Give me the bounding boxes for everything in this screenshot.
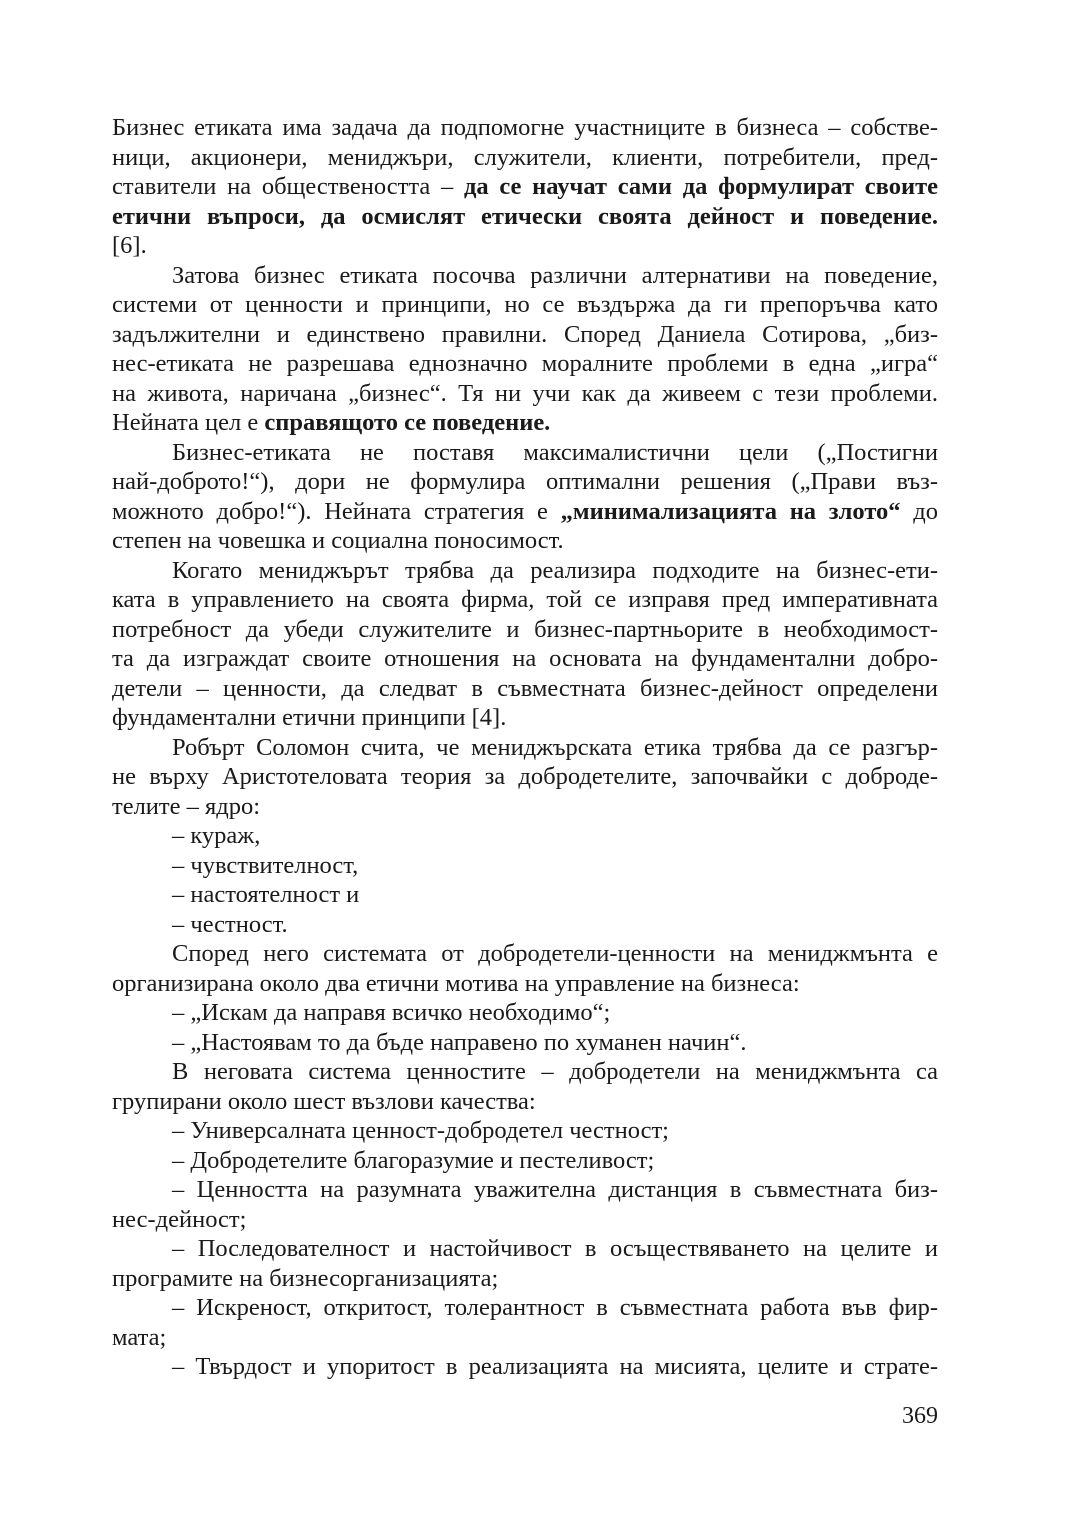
text-line <box>112 703 938 733</box>
text-segment: степен на човешка и социална поносимост. <box>112 527 564 554</box>
text-line <box>112 467 938 497</box>
text-line <box>112 261 938 291</box>
text-line <box>112 1175 938 1205</box>
text-segment: нес-етиката не разрешава еднозначно моралните проблеми в една „игра“ <box>112 350 938 377</box>
text-line <box>112 851 938 881</box>
page-body <box>112 113 938 1382</box>
text-segment: – Последователност и настойчивост в осъществяването на целите и <box>172 1235 938 1262</box>
text-segment: Според него системата от добродетели-ценности на мениджмънта е <box>172 940 938 967</box>
text-line <box>112 792 938 822</box>
text-segment: можното добро!“). Нейната стратегия е <box>112 497 561 525</box>
text-line <box>112 1146 938 1176</box>
text-segment: Затова бизнес етиката посочва различни алтернативи на поведение, <box>172 261 938 289</box>
text-segment: – Универсалната ценност-добродетел честност; <box>172 1117 669 1144</box>
text-segment: – Искреност, откритост, толерантност в съвместната работа във фир- <box>172 1294 938 1321</box>
text-segment: Бизнес етиката има задача да подпомогне участниците в бизнеса – собстве- <box>112 114 938 141</box>
text-segment: най-доброто!“), дори не формулира оптимални решения („Прави въз- <box>112 468 938 495</box>
text-line <box>112 290 938 320</box>
text-line <box>112 910 938 940</box>
text-line <box>112 202 938 232</box>
text-line <box>112 939 938 969</box>
text-line <box>112 1205 938 1235</box>
bold-text: „минимализацията на злото“ <box>560 497 901 525</box>
text-segment: организирана около два етични мотива на управление на бизнеса: <box>112 969 800 997</box>
text-line <box>112 1028 938 1058</box>
text-line <box>112 615 938 645</box>
text-line <box>112 1116 938 1146</box>
text-line <box>112 1264 938 1294</box>
text-line <box>112 113 938 143</box>
text-line <box>112 969 938 999</box>
text-line <box>112 526 938 556</box>
text-segment: – „Искам да направя всичко необходимо“; <box>172 999 611 1026</box>
text-segment: – „Настоявам то да бъде направено по хуманен начин“. <box>172 1028 747 1056</box>
text-line <box>112 143 938 173</box>
text-segment: телите – ядро: <box>112 792 261 820</box>
text-segment: ставители на обществеността – <box>112 173 464 200</box>
text-line <box>112 231 938 261</box>
bold-text: справящото се поведение. <box>264 409 551 436</box>
text-line <box>112 349 938 379</box>
text-segment: Бизнес-етиката не поставя максималистични цели („Постигни <box>172 438 938 466</box>
text-segment: програмите на бизнесорганизацията; <box>112 1264 499 1292</box>
text-segment: детели – ценности, да следват в съвместната бизнес-дейност определени <box>112 674 938 702</box>
text-line <box>112 1323 938 1353</box>
text-line <box>112 497 938 527</box>
text-line <box>112 320 938 350</box>
text-line <box>112 762 938 792</box>
text-line <box>112 1352 938 1382</box>
text-segment: – честност. <box>172 910 288 938</box>
text-segment: фундаментални етични принципи [4]. <box>112 704 507 731</box>
text-line <box>112 556 938 586</box>
text-segment: – настоятелност и <box>172 881 360 908</box>
text-line <box>112 998 938 1028</box>
text-segment: [6]. <box>112 232 147 259</box>
text-segment: не върху Аристотеловата теория за добродетелите, започвайки с доброде- <box>112 763 938 790</box>
text-segment: Нейната цел е <box>112 409 265 436</box>
text-segment: мата; <box>112 1323 167 1351</box>
text-line <box>112 1057 938 1087</box>
text-line <box>112 644 938 674</box>
text-line <box>112 379 938 409</box>
page-number: 369 <box>902 1403 938 1429</box>
text-line <box>112 408 938 438</box>
text-segment: В неговата система ценностите – добродетели на мениджмънта са <box>172 1058 938 1085</box>
text-line <box>112 821 938 851</box>
text-line <box>112 733 938 763</box>
text-segment: – чувствителност, <box>172 851 359 879</box>
text-line <box>112 880 938 910</box>
bold-text: да се научат сами да формулират своите <box>463 173 938 200</box>
text-segment: ката в управлението на своята фирма, той се изправя пред императивната <box>112 586 938 613</box>
text-segment: – Ценността на разумната уважителна дистанция в съвместната биз- <box>172 1176 938 1203</box>
text-segment: групирани около шест възлови качества: <box>112 1087 536 1115</box>
text-line <box>112 172 938 202</box>
text-segment: на живота, наричана „бизнес“. Тя ни учи как да живеем с тези проблеми. <box>112 379 938 407</box>
bold-text: етични въпроси, да осмислят етически своята дейност и поведение. <box>112 202 938 230</box>
text-segment: – Твърдост и упоритост в реализацията на мисията, целите и страте- <box>172 1353 938 1380</box>
text-line <box>112 438 938 468</box>
text-segment: ници, акционери, мениджъри, служители, клиенти, потребители, пред- <box>112 143 938 171</box>
text-segment: – Добродетелите благоразумие и пестеливост; <box>172 1146 655 1174</box>
text-segment: та да изграждат своите отношения на основата на фундаментални добро- <box>112 645 938 672</box>
text-segment: – кураж, <box>172 822 261 849</box>
text-segment: потребност да убеди служителите и бизнес-партньорите в необходимост- <box>112 615 938 643</box>
text-segment: до <box>900 497 938 525</box>
text-segment: нес-дейност; <box>112 1205 247 1233</box>
text-line <box>112 1293 938 1323</box>
text-line <box>112 1087 938 1117</box>
text-line <box>112 585 938 615</box>
text-line <box>112 674 938 704</box>
text-line <box>112 1234 938 1264</box>
text-segment: Когато мениджърът трябва да реализира подходите на бизнес-ети- <box>172 556 938 584</box>
text-segment: задължителни и единствено правилни. Според Даниела Сотирова, „биз- <box>112 320 938 348</box>
text-segment: Робърт Соломон счита, че мениджърската етика трябва да се разгър- <box>172 733 938 761</box>
text-segment: системи от ценности и принципи, но се въздържа да ги препоръчва като <box>112 291 938 318</box>
